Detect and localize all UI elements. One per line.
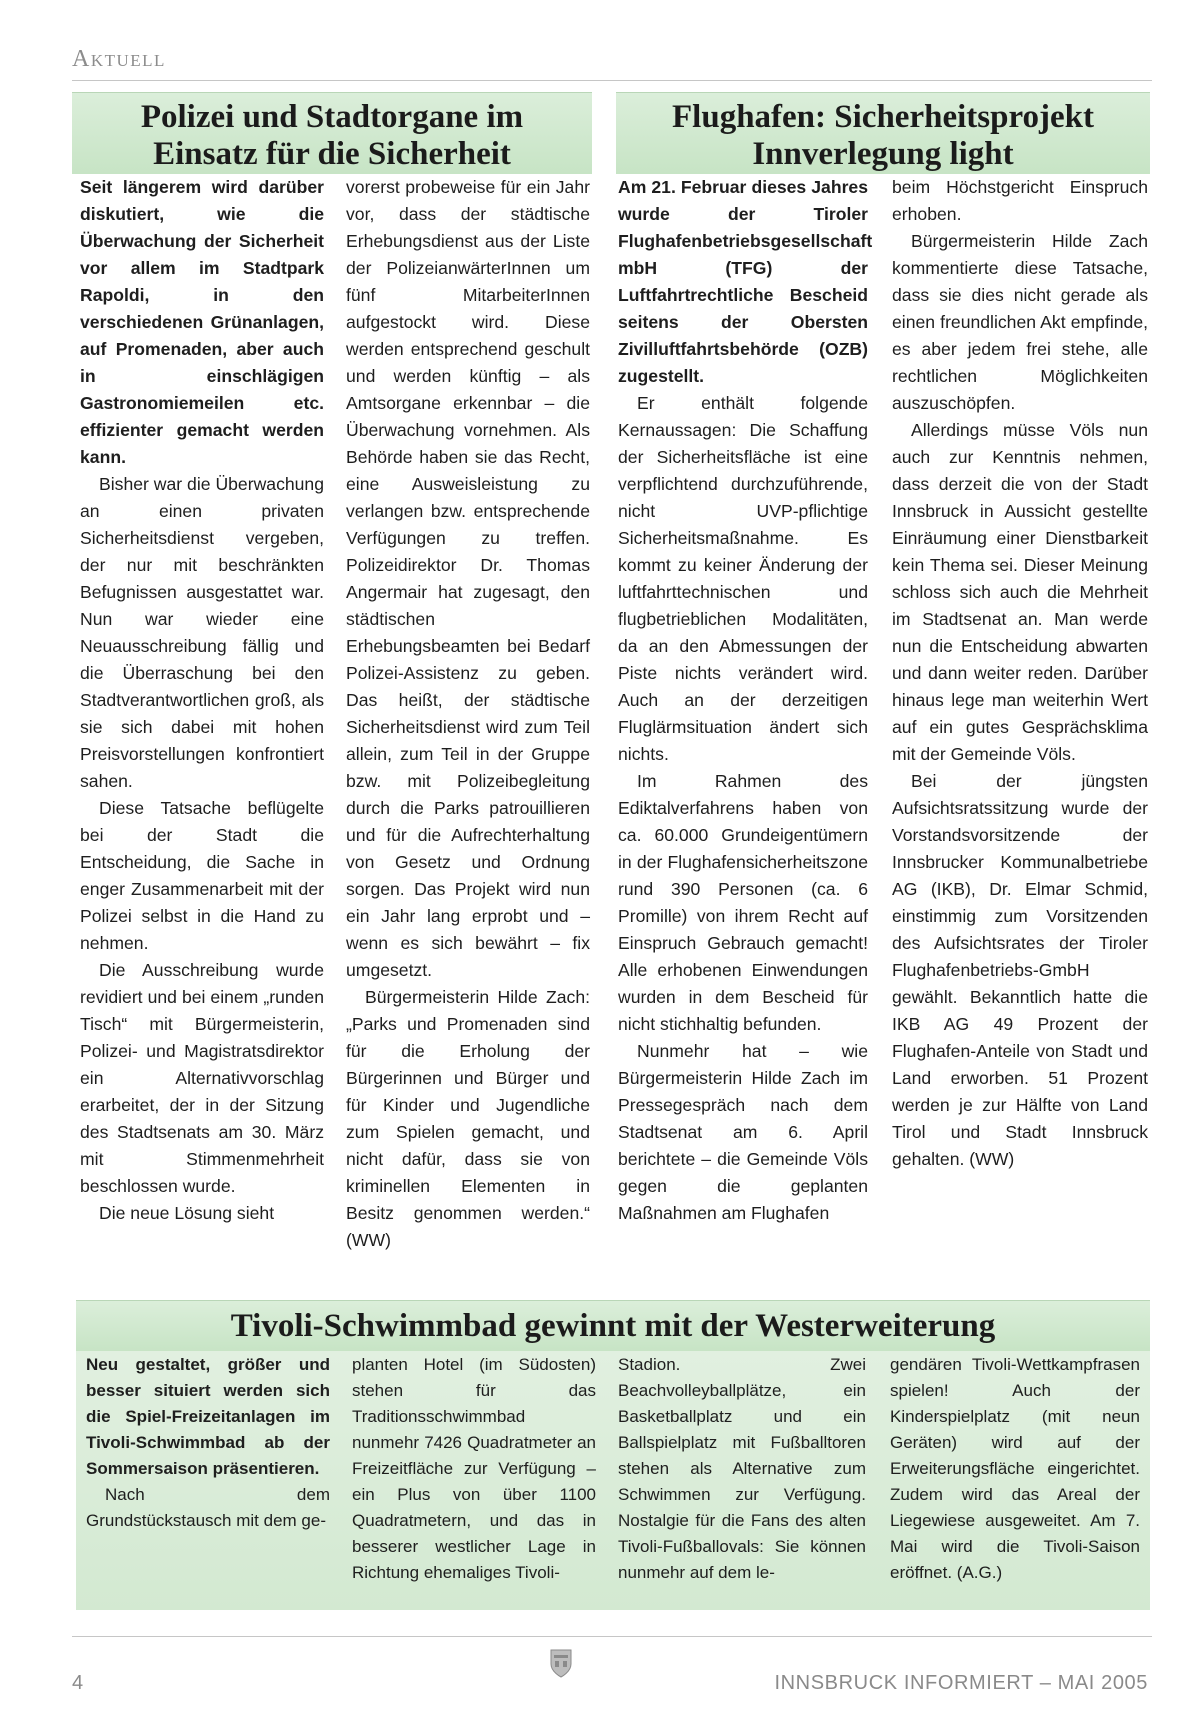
top-divider — [72, 80, 1152, 81]
article-polizei-paragraph: Die Ausschreibung wurde revidiert und bei einem „runden Tisch“ mit Bürgermeisterin, Polizei- und Magistratsdirektor ein Alternativvorschlag erarbeitet, der in der Sitzung des Stadtsenats am 30. März mit Stimmenmehrheit beschlossen wurde. — [80, 960, 324, 1196]
article-flughafen-paragraph: Bei der jüngsten Aufsichtsratssitzung wurde der Vorstandsvorsitzende der Innsbrucker Kommunalbetriebe AG (IKB), Dr. Elmar Schmid, einstimmig zum Vorsitzenden des Aufsichtsrates der Tiroler Flughafenbetriebs-GmbH gewählt. Bekanntlich hatte die IKB AG 49 Prozent der Flughafen-Anteile von Stadt und Land erworben. 51 Prozent werden je zur Hälfte von Land Tirol und Stadt Innsbruck gehalten. (WW) — [892, 771, 1148, 1169]
article-tivoli-column-3 — [618, 1352, 866, 1586]
article-flughafen-lead: Am 21. Februar dieses Jahres wurde der Tiroler Flughafenbetriebsgesellschaft mbH (TFG) der Luftfahrtrechtliche Bescheid seitens der Obersten Zivilluftfahrtsbehörde (OZB) zugestellt. — [618, 177, 873, 386]
article-flughafen-title-line1: Flughafen: Sicherheitsprojekt — [672, 99, 1094, 135]
article-flughafen-title-line2: Innverlegung light — [752, 136, 1014, 172]
article-tivoli-paragraph: planten Hotel (im Südosten) stehen für das Traditionsschwimmbad nunmehr 7426 Quadratmeter an Freizeitfläche zur Verfügung – ein Plus von über 1100 Quadratmetern, und das in besserer westlicher Lage in Richtung ehemaliges Tivoli- — [352, 1355, 596, 1582]
publication-title: INNSBRUCK INFORMIERT – MAI 2005 — [774, 1672, 1148, 1694]
article-polizei-paragraph: Bürgermeisterin Hilde Zach: „Parks und Promenaden sind für die Erholung der Bürgerinnen und Bürger und für Kinder und Jugendliche zum Spielen gemacht, und nicht dafür, dass sie von kriminellen Elementen in Besitz genommen werden.“ (WW) — [346, 987, 590, 1250]
article-tivoli-title: Tivoli-Schwimmbad gewinnt mit der Westerweiterung — [76, 1300, 1150, 1351]
article-flughafen-paragraph: Er enthält folgende Kernaussagen: Die Schaffung der Sicherheitsfläche ist eine verpflichtend durchzuführende, nicht UVP-pflichtige Sicherheitsmaßnahme. Es kommt zu keiner Änderung der luftfahrttechnischen und flugbetrieblichen Modalitäten, da an den Abmessungen der Piste nichts verändert wird. Auch an der derzeitigen Fluglärmsituation ändert sich nichts. — [618, 393, 868, 764]
article-flughafen-title — [616, 92, 1150, 174]
article-tivoli-column-1 — [86, 1352, 330, 1534]
article-tivoli-lead: Neu gestaltet, größer und besser situiert werden sich die Spiel-Freizeitanlagen im Tivoli-Schwimmbad ab der Sommersaison präsentieren. — [86, 1355, 330, 1478]
article-polizei-lead: Seit längerem wird darüber diskutiert, wie die Überwachung der Sicherheit vor allem im Stadtpark Rapoldi, in den verschiedenen Grünanlagen, auf Promenaden, aber auch in einschlägigen Gastronomiemeilen etc. effizienter gemacht werden kann. — [80, 177, 324, 467]
article-polizei-title-line1: Polizei und Stadtorgane im — [140, 99, 524, 135]
article-polizei-paragraph: Diese Tatsache beflügelte bei der Stadt die Entscheidung, die Sache in enger Zusammenarbeit mit der Polizei selbst in die Hand zu nehmen. — [80, 798, 324, 953]
article-flughafen-paragraph: Bürgermeisterin Hilde Zach kommentierte diese Tatsache, dass sie dies nicht gerade als einen freundlichen Akt empfinde, es aber jedem frei stehe, alle rechtlichen Möglichkeiten auszuschöpfen. — [892, 231, 1148, 413]
article-polizei-paragraph: Bisher war die Überwachung an einen privaten Sicherheitsdienst vergeben, der nur mit beschränkten Befugnissen ausgestattet war. Nun war wieder eine Neuausschreibung fällig und die Überraschung bei den Stadtverantwortlichen groß, als sie sich dabei mit hohen Preisvorstellungen konfrontiert sahen. — [80, 474, 324, 791]
article-polizei-column-2 — [346, 174, 590, 1254]
article-polizei-paragraph: Die neue Lösung sieht — [99, 1203, 275, 1223]
article-tivoli-column-2 — [352, 1352, 596, 1586]
article-tivoli-paragraph: Stadion. Zwei Beachvolleyballplätze, ein Basketballplatz und ein Ballspielplatz mit Fußballtoren stehen als Alternative zum Schwimmen zur Verfügung. Nostalgie für die Fans des alten Tivoli-Fußballovals: Sie können nunmehr auf dem le- — [618, 1355, 866, 1582]
article-flughafen-column-1 — [618, 174, 873, 1227]
article-flughafen-paragraph: Nunmehr hat – wie Bürgermeisterin Hilde Zach im Pressegespräch nach dem Stadtsenat am 6. April berichtete – die Gemeinde Völs gegen die geplanten Maßnahmen am Flughafen — [618, 1041, 868, 1223]
article-flughafen-column-2 — [892, 174, 1148, 1173]
article-polizei-paragraph: vorerst probeweise für ein Jahr vor, dass der städtische Erhebungsdienst aus der Liste der PolizeianwärterInnen um fünf MitarbeiterInnen aufgestockt wird. Diese werden entsprechend geschult und werden künftig – als Amtsorgane erkennbar – die Überwachung vornehmen. Als Behörde haben sie das Recht, eine Ausweisleistung zu verlangen bzw. entsprechende Verfügungen zu treffen. Polizeidirektor Dr. Thomas Angermair hat zugesagt, den städtischen Erhebungsbeamten bei Bedarf Polizei-Assistenz zu geben. Das heißt, der städtische Sicherheitsdienst wird zum Teil allein, zum Teil in der Gruppe bzw. mit Polizeibegleitung durch die Parks patrouillieren und für die Aufrechterhaltung von Gesetz und Ordnung sorgen. Das Projekt wird nun ein Jahr lang erprobt und – wenn es sich bewährt – fix umgesetzt. — [346, 177, 590, 980]
article-flughafen-paragraph: Allerdings müsse Völs nun auch zur Kenntnis nehmen, dass derzeit die von der Stadt Innsbruck in Aussicht gestellte Einräumung einer Dienstbarkeit kein Thema sei. Dieser Meinung schloss sich auch die Mehrheit im Stadtsenat an. Man werde nun die Entscheidung abwarten und dann weiter reden. Darüber hinaus lege man weiterhin Wert auf ein gutes Gesprächsklima mit der Gemeinde Völs. — [892, 420, 1148, 764]
article-polizei-title — [72, 92, 592, 174]
city-crest-icon — [550, 1648, 572, 1678]
article-tivoli-column-4 — [890, 1352, 1140, 1586]
article-tivoli-paragraph: Nach dem Grundstückstausch mit dem ge- — [86, 1485, 330, 1530]
article-flughafen-paragraph: Im Rahmen des Ediktalverfahrens haben von ca. 60.000 Grundeigentümern in der Flughafensicherheitszone rund 390 Personen (ca. 6 Promille) von ihrem Recht auf Einspruch Gebrauch gemacht! Alle erhobenen Einwendungen wurden in dem Bescheid für nicht stichhaltig befunden. — [618, 771, 868, 1034]
bottom-divider — [72, 1636, 1152, 1637]
page-number: 4 — [72, 1672, 84, 1694]
article-polizei-title-line2: Einsatz für die Sicherheit — [153, 136, 511, 172]
article-flughafen-paragraph: beim Höchstgericht Einspruch erhoben. — [892, 177, 1148, 224]
section-label: Aktuell — [72, 46, 166, 72]
article-polizei-column-1 — [80, 174, 324, 1227]
article-tivoli-paragraph: gendären Tivoli-Wettkampfrasen spielen! Auch der Kinderspielplatz (mit neun Geräten) wird auf der Erweiterungsfläche eingerichtet. Zudem wird das Areal der Liegewiese ausgeweitet. Am 7. Mai wird die Tivoli-Saison eröffnet. (A.G.) — [890, 1355, 1140, 1582]
